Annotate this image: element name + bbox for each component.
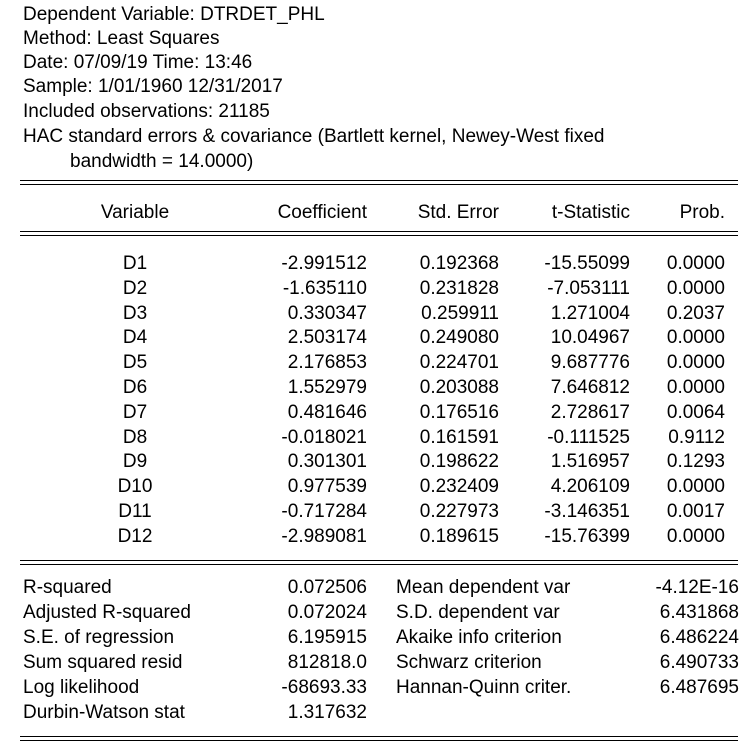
mid-rule-1 xyxy=(20,560,738,561)
bottom-rule-2 xyxy=(20,740,738,741)
row-prob: 0.0064 xyxy=(666,402,725,423)
row-std-error: 0.161591 xyxy=(419,427,499,448)
row-variable: D10 xyxy=(117,476,153,497)
row-std-error: 0.231828 xyxy=(419,278,499,299)
header-rule-1 xyxy=(20,231,738,232)
row-coefficient: 2.176853 xyxy=(287,352,367,373)
row-prob: 0.2037 xyxy=(666,303,725,324)
row-std-error: 0.227973 xyxy=(419,501,499,522)
stat-label: Sum squared resid xyxy=(23,652,183,673)
stat-value: 0.072506 xyxy=(287,577,367,598)
row-t-statistic: 1.516957 xyxy=(550,451,630,472)
header-rule-2 xyxy=(20,235,738,236)
stat-label: Adjusted R-squared xyxy=(23,602,191,623)
stat-value: -4.12E-16 xyxy=(655,577,739,598)
row-prob: 0.0000 xyxy=(666,278,725,299)
hac-line-2: bandwidth = 14.0000) xyxy=(70,151,254,172)
row-variable: D5 xyxy=(122,352,148,373)
row-t-statistic: 9.687776 xyxy=(550,352,630,373)
col-header-variable: Variable xyxy=(100,202,170,223)
stat-value: 1.317632 xyxy=(287,702,367,723)
row-t-statistic: 1.271004 xyxy=(550,303,630,324)
date-line: Date: 07/09/19 Time: 13:46 xyxy=(23,52,253,73)
top-rule-1 xyxy=(20,180,738,181)
row-prob: 0.9112 xyxy=(668,427,725,448)
stat-label: Log likelihood xyxy=(23,677,140,698)
stat-label: Akaike info criterion xyxy=(396,627,562,648)
row-prob: 0.1293 xyxy=(666,451,725,472)
stat-label: Schwarz criterion xyxy=(396,652,542,673)
row-t-statistic: -0.111525 xyxy=(547,427,630,448)
stat-value: 6.431868 xyxy=(659,602,739,623)
row-std-error: 0.198622 xyxy=(419,451,499,472)
stat-value: -68693.33 xyxy=(281,677,367,698)
row-variable: D8 xyxy=(122,427,148,448)
col-header-coefficient: Coefficient xyxy=(277,202,367,223)
row-prob: 0.0000 xyxy=(666,526,725,547)
col-header-t-statistic: t-Statistic xyxy=(551,202,630,223)
row-std-error: 0.224701 xyxy=(419,352,499,373)
row-std-error: 0.259911 xyxy=(421,303,499,324)
col-header-prob: Prob. xyxy=(679,202,725,223)
row-variable: D7 xyxy=(122,402,148,423)
row-variable: D12 xyxy=(117,526,153,547)
row-variable: D9 xyxy=(122,451,148,472)
row-std-error: 0.203088 xyxy=(419,377,499,398)
top-rule-2 xyxy=(20,184,738,185)
mid-rule-2 xyxy=(20,564,738,565)
row-coefficient: 0.330347 xyxy=(287,303,367,324)
stat-label: R-squared xyxy=(23,577,112,598)
stat-value: 6.195915 xyxy=(287,627,367,648)
sample-line: Sample: 1/01/1960 12/31/2017 xyxy=(23,76,283,97)
row-coefficient: -0.717284 xyxy=(281,501,367,522)
row-coefficient: -1.635110 xyxy=(282,278,367,299)
row-coefficient: -2.991512 xyxy=(281,253,367,274)
row-std-error: 0.189615 xyxy=(419,526,499,547)
col-header-std-error: Std. Error xyxy=(417,202,499,223)
row-t-statistic: 10.04967 xyxy=(550,327,630,348)
observations-line: Included observations: 21185 xyxy=(23,101,270,122)
stat-label: Durbin-Watson stat xyxy=(23,702,185,723)
stat-label: Mean dependent var xyxy=(396,577,571,598)
row-t-statistic: 7.646812 xyxy=(550,377,630,398)
row-coefficient: 2.503174 xyxy=(287,327,367,348)
row-coefficient: -2.989081 xyxy=(281,526,367,547)
row-coefficient: 0.977539 xyxy=(287,476,367,497)
row-coefficient: 0.481646 xyxy=(287,402,367,423)
row-variable: D1 xyxy=(122,253,148,274)
row-coefficient: 1.552979 xyxy=(287,377,367,398)
method-line: Method: Least Squares xyxy=(23,28,220,49)
dependent-variable-line: Dependent Variable: DTRDET_PHL xyxy=(23,4,325,25)
row-t-statistic: 4.206109 xyxy=(550,476,630,497)
row-variable: D2 xyxy=(122,278,148,299)
row-prob: 0.0017 xyxy=(666,501,725,522)
row-variable: D3 xyxy=(122,303,148,324)
row-t-statistic: 2.728617 xyxy=(550,402,630,423)
stat-value: 6.486224 xyxy=(659,627,739,648)
row-variable: D11 xyxy=(118,501,152,522)
stat-label: S.D. dependent var xyxy=(396,602,560,623)
stat-value: 0.072024 xyxy=(287,602,367,623)
row-coefficient: -0.018021 xyxy=(281,427,367,448)
row-coefficient: 0.301301 xyxy=(287,451,367,472)
stat-value: 6.490733 xyxy=(659,652,739,673)
row-std-error: 0.232409 xyxy=(419,476,499,497)
row-std-error: 0.249080 xyxy=(419,327,499,348)
row-prob: 0.0000 xyxy=(666,476,725,497)
bottom-rule-1 xyxy=(20,736,738,737)
row-t-statistic: -3.146351 xyxy=(544,501,630,522)
row-prob: 0.0000 xyxy=(666,352,725,373)
row-t-statistic: -15.55099 xyxy=(544,253,630,274)
stat-label: S.E. of regression xyxy=(23,627,175,648)
row-variable: D4 xyxy=(122,327,148,348)
row-prob: 0.0000 xyxy=(666,377,725,398)
hac-line-1: HAC standard errors & covariance (Bartlett kernel, Newey-West fixed xyxy=(23,126,605,147)
row-prob: 0.0000 xyxy=(666,327,725,348)
stat-value: 812818.0 xyxy=(287,652,367,673)
row-variable: D6 xyxy=(122,377,148,398)
row-prob: 0.0000 xyxy=(666,253,725,274)
stat-label: Hannan-Quinn criter. xyxy=(396,677,572,698)
row-t-statistic: -7.053111 xyxy=(547,278,630,299)
row-t-statistic: -15.76399 xyxy=(544,526,630,547)
row-std-error: 0.192368 xyxy=(419,253,499,274)
stat-value: 6.487695 xyxy=(659,677,739,698)
row-std-error: 0.176516 xyxy=(419,402,499,423)
